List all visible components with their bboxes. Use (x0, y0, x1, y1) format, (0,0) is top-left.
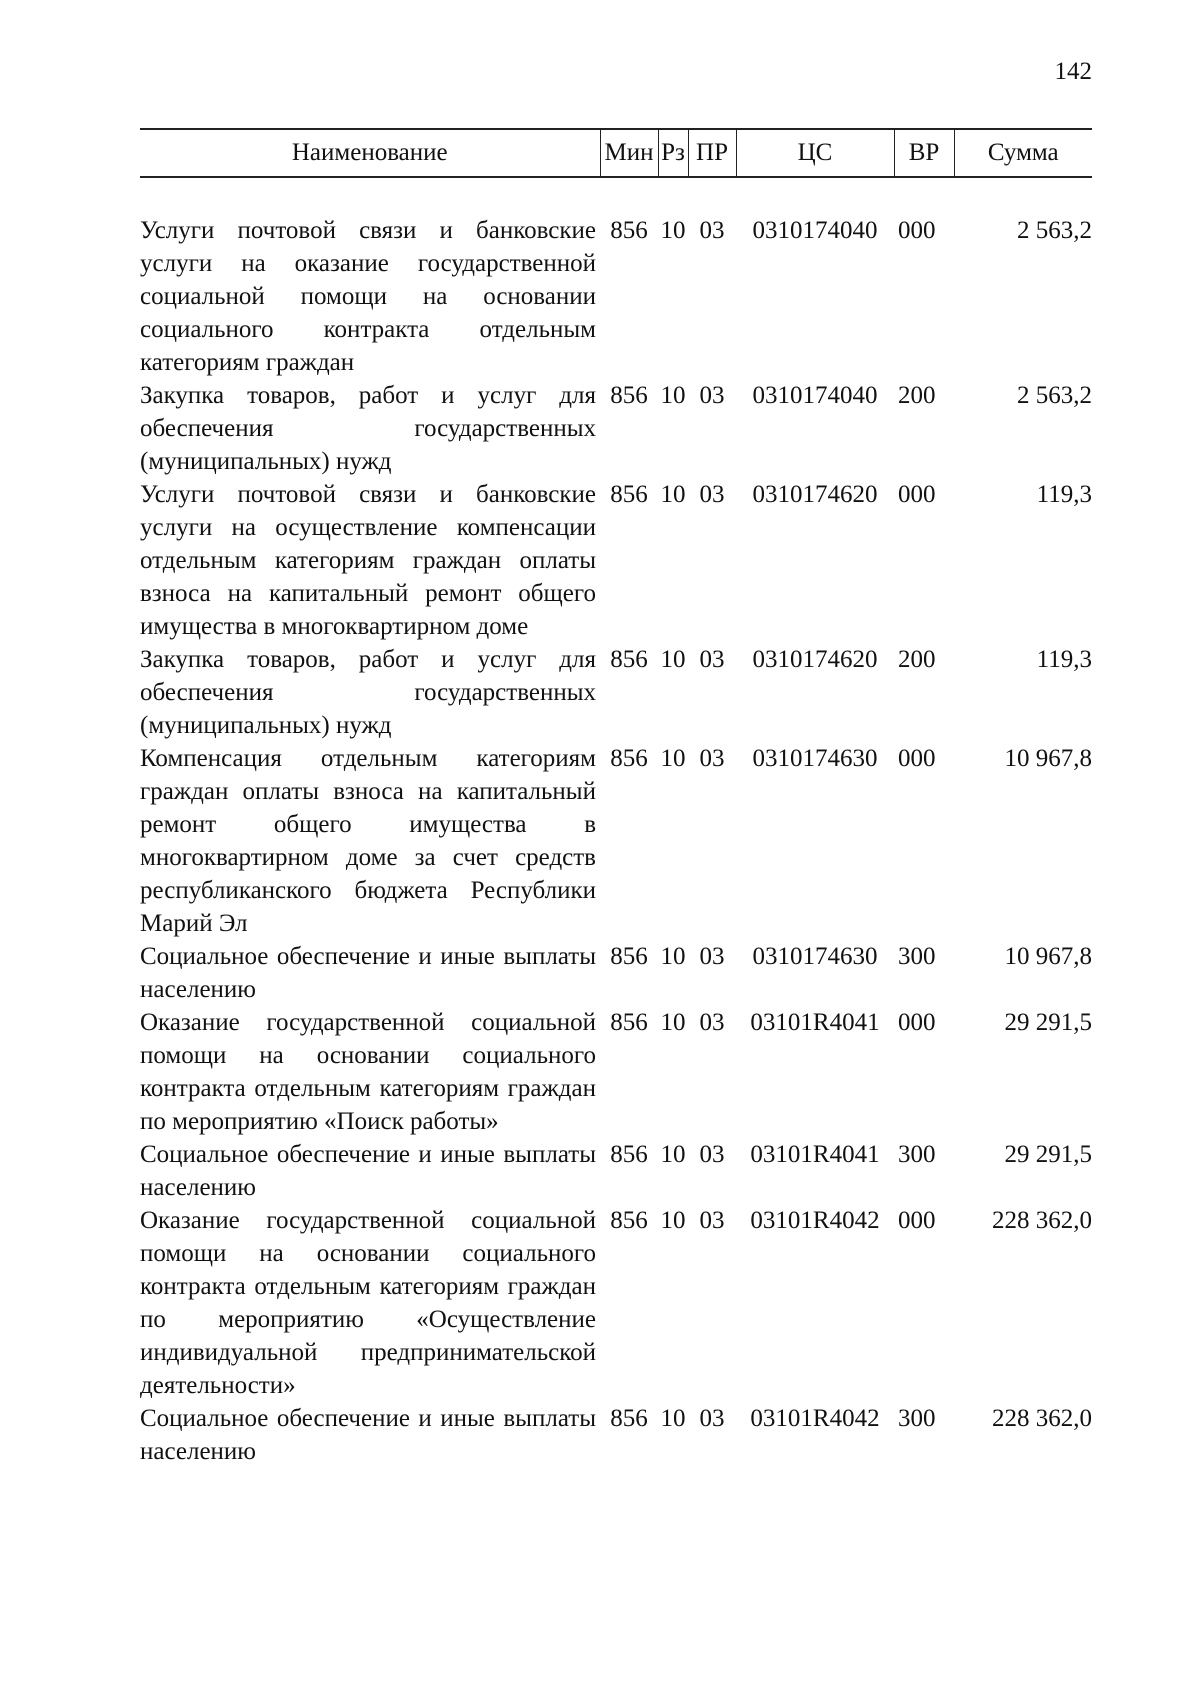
table-row (140, 1006, 1092, 1138)
row-vr: 300 (898, 1405, 936, 1432)
row-sum: 119,3 (1036, 646, 1092, 673)
row-cs: 0310174630 (752, 943, 878, 970)
row-rz: 10 (660, 745, 686, 772)
row-cs: 0310174630 (752, 745, 878, 772)
row-sum: 228 362,0 (992, 1207, 1092, 1234)
row-vr: 000 (898, 481, 936, 508)
row-cs: 0310174620 (752, 481, 878, 508)
row-vr: 300 (898, 943, 936, 970)
row-cs: 0310174040 (752, 382, 878, 409)
row-pr: 03 (699, 1207, 725, 1234)
row-cs: 0310174040 (752, 217, 878, 244)
row-rz: 10 (660, 481, 686, 508)
row-name: Оказание государственной социальной помощи на основании социального контракта отдельным категориям граждан по мероприятию «Осуществление индивидуальной предпринимательской деятельности» (140, 1207, 596, 1399)
row-min: 856 (610, 217, 648, 244)
row-min: 856 (610, 745, 648, 772)
row-name: Социальное обеспечение и иные выплаты населению (140, 1405, 596, 1465)
header-cs: ЦС (736, 129, 894, 177)
row-rz: 10 (660, 217, 686, 244)
row-name: Компенсация отдельным категориям граждан оплаты взноса на капитальный ремонт общего имущества в многоквартирном доме за счет средств республиканского бюджета Республики Марий Эл (140, 745, 596, 937)
row-vr: 000 (898, 1009, 936, 1036)
row-name: Социальное обеспечение и иные выплаты населению (140, 1141, 596, 1201)
row-rz: 10 (660, 1207, 686, 1234)
row-sum: 29 291,5 (1004, 1141, 1092, 1168)
table-row (140, 1402, 1092, 1468)
row-min: 856 (610, 1141, 648, 1168)
table-row (140, 379, 1092, 478)
row-name: Закупка товаров, работ и услуг для обеспечения государственных (муниципальных) нужд (140, 646, 596, 739)
row-pr: 03 (699, 1141, 725, 1168)
row-pr: 03 (699, 481, 725, 508)
row-min: 856 (610, 481, 648, 508)
header-name: Наименование (140, 129, 600, 177)
row-vr: 200 (898, 382, 936, 409)
table-row (140, 478, 1092, 643)
row-name: Услуги почтовой связи и банковские услуги на осуществление компенсации отдельным категориям граждан оплаты взноса на капитальный ремонт общего имущества в многоквартирном доме (140, 481, 596, 640)
table-row (140, 214, 1092, 379)
row-min: 856 (610, 1207, 648, 1234)
row-sum: 10 967,8 (1004, 745, 1092, 772)
row-min: 856 (610, 943, 648, 970)
row-rz: 10 (660, 943, 686, 970)
header-vr: ВР (894, 129, 954, 177)
row-cs: 03101R4041 (750, 1141, 880, 1168)
row-vr: 000 (898, 1207, 936, 1234)
header-rz: Рз (658, 129, 688, 177)
row-name: Закупка товаров, работ и услуг для обеспечения государственных (муниципальных) нужд (140, 382, 596, 475)
row-pr: 03 (699, 1405, 725, 1432)
row-cs: 0310174620 (752, 646, 878, 673)
row-vr: 200 (898, 646, 936, 673)
row-rz: 10 (660, 1141, 686, 1168)
row-cs: 03101R4042 (750, 1207, 880, 1234)
row-min: 856 (610, 1009, 648, 1036)
row-cs: 03101R4042 (750, 1405, 880, 1432)
row-vr: 000 (898, 217, 936, 244)
row-vr: 300 (898, 1141, 936, 1168)
table-row (140, 742, 1092, 940)
row-min: 856 (610, 1405, 648, 1432)
header-min: Мин (600, 129, 658, 177)
table-row (140, 1138, 1092, 1204)
row-pr: 03 (699, 217, 725, 244)
row-name: Социальное обеспечение и иные выплаты населению (140, 943, 596, 1003)
budget-table (140, 128, 1092, 1468)
row-pr: 03 (699, 1009, 725, 1036)
row-sum: 228 362,0 (992, 1405, 1092, 1432)
row-name: Услуги почтовой связи и банковские услуги на оказание государственной социальной помощи на основании социального контракта отдельным категориям граждан (140, 217, 596, 376)
table-row (140, 643, 1092, 742)
row-name: Оказание государственной социальной помощи на основании социального контракта отдельным категориям граждан по мероприятию «Поиск работы» (140, 1009, 596, 1135)
row-rz: 10 (660, 646, 686, 673)
row-min: 856 (610, 382, 648, 409)
row-rz: 10 (660, 1009, 686, 1036)
row-min: 856 (610, 646, 648, 673)
header-sum: Сумма (954, 129, 1092, 177)
row-sum: 10 967,8 (1004, 943, 1092, 970)
row-pr: 03 (699, 646, 725, 673)
header-pr: ПР (688, 129, 736, 177)
row-sum: 2 563,2 (1017, 382, 1092, 409)
page-number: 142 (1054, 58, 1092, 85)
table-row (140, 940, 1092, 1006)
row-sum: 29 291,5 (1004, 1009, 1092, 1036)
row-pr: 03 (699, 745, 725, 772)
row-cs: 03101R4041 (750, 1009, 880, 1036)
row-sum: 119,3 (1036, 481, 1092, 508)
table-header-row (140, 129, 1092, 177)
row-pr: 03 (699, 382, 725, 409)
row-pr: 03 (699, 943, 725, 970)
row-vr: 000 (898, 745, 936, 772)
row-rz: 10 (660, 1405, 686, 1432)
row-sum: 2 563,2 (1017, 217, 1092, 244)
row-rz: 10 (660, 382, 686, 409)
table-row (140, 1204, 1092, 1402)
